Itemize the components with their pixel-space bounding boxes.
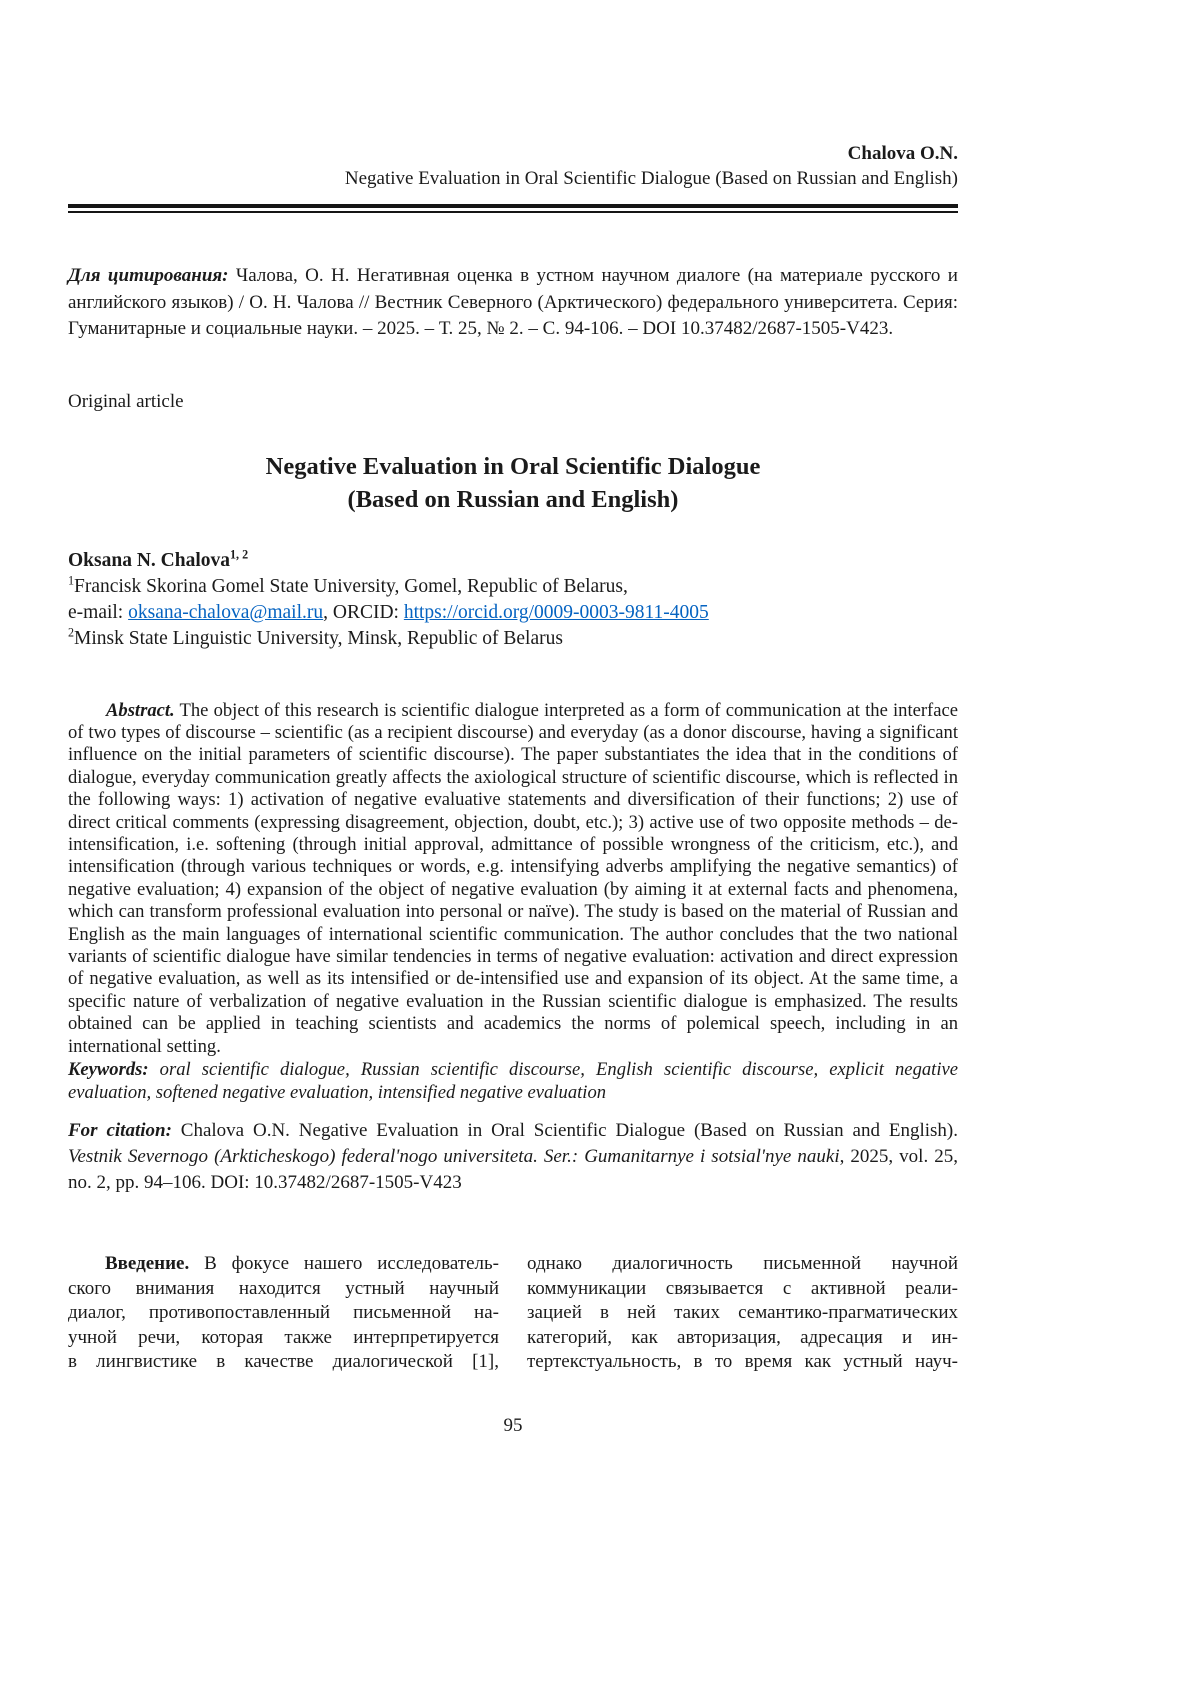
affiliation-2	[68, 626, 958, 652]
affiliation-1-text: Francisk Skorina Gomel State University, Gomel, Republic of Belarus,	[74, 575, 628, 597]
orcid-label: , ORCID:	[323, 601, 404, 623]
for-citation-text-1: Chalova O.N. Negative Evaluation in Oral Scientific Dialogue (Based on Russian and English).	[171, 1120, 959, 1141]
affiliation-1-superscript: 1	[68, 573, 75, 587]
body-text-line: тертекстуальность, в то время как устный науч-	[527, 1351, 958, 1373]
affiliation-2-text: Minsk State Linguistic University, Minsk, Republic of Belarus	[74, 627, 563, 649]
abstract-label: Abstract.	[106, 699, 175, 721]
abstract-text: The object of this research is scientific dialogue interpreted as a form of communication at the interface of two types of discourse – scientific (as a recipient discourse) and everyday (as a donor discourse, having a significant influence on the initial parameters of scientific discourse). The paper substantiates the idea that in the conditions of dialogue, everyday communication greatly affects the axiological structure of scientific discourse, which is reflected in the following ways: 1) activation of negative evaluative statements and diversification of their functions; 2) use of direct critical comments (expressing disagreement, objection, doubt, etc.); 3) active use of two opposite methods – de-intensification, i.e. softening (through initial approval, admittance of possible wrongness of the criticism, etc.), and intensification (through various techniques or words, e.g. intensifying adverbs amplifying the negative semantics) of negative evaluation; 4) expansion of the object of negative evaluation (by aiming it at external facts and phenomena, which can transform professional evaluation into personal or naïve). The study is based on the material of Russian and English as the main languages of international scientific communication. The author concludes that the two national variants of scientific dialogue have similar tendencies in terms of negative evaluation: activation and direct expression of negative evaluation, as well as its intensified or de-intensified use and expansion of its object. At the same time, a specific nature of verbalization of negative evaluation in the Russian scientific dialogue is emphasized. The results obtained can be applied in teaching scientists and academics the norms of polemical speech, including in an international setting.	[68, 699, 958, 1057]
body-text-line: однако диалогичность письменной научной	[527, 1253, 958, 1274]
email-label: e-mail:	[68, 601, 129, 623]
keywords-text: oral scientific dialogue, Russian scientific discourse, English scientific discourse, explicit negative evaluation, softened negative evaluation, intensified negative evaluation	[68, 1059, 958, 1103]
body-text-line-text: В фокусе нашего исследователь-	[189, 1253, 499, 1274]
for-citation-paragraph	[68, 1118, 958, 1196]
article-title	[68, 450, 958, 516]
page-number: 95	[503, 1414, 523, 1436]
citation-ru-paragraph	[68, 263, 958, 343]
running-header-title: Negative Evaluation in Oral Scientific Dialogue (Based on Russian and English)	[344, 168, 958, 189]
article-title-line1: Negative Evaluation in Oral Scientific Dialogue	[265, 452, 761, 480]
orcid-link[interactable]: https://orcid.org/0009-0003-9811-4005	[403, 601, 709, 623]
for-citation-text-2: , 2025, vol. 25, no. 2, pp. 94–106. DOI: 10.37482/2687-1505-V423	[68, 1146, 958, 1193]
running-header-author: Chalova O.N.	[847, 143, 958, 164]
running-header	[68, 141, 958, 191]
body-text-line: категорий, как авторизация, адресация и ин-	[527, 1326, 958, 1348]
body-text-line: в лингвистике в качестве диалогической [1],	[68, 1351, 499, 1373]
keywords-label: Keywords:	[68, 1059, 149, 1080]
introduction-label: Введение.	[105, 1253, 190, 1274]
body-text-line: диалог, противопоставленный письменной на-	[68, 1302, 499, 1324]
author-affiliation-superscript: 1, 2	[230, 547, 249, 561]
author-name	[68, 548, 958, 574]
article-type-label: Original article	[68, 390, 184, 412]
citation-ru-label: Для цитирования:	[68, 265, 229, 286]
affiliation-1	[68, 574, 958, 600]
body-text-line: коммуникации связывается с активной реали-	[527, 1277, 958, 1299]
body-right-column	[527, 1252, 958, 1375]
author-block	[68, 548, 958, 652]
citation-ru-text: Чалова, О. Н. Негативная оценка в устном научном диалоге (на материале русского и английского языков) / О. Н. Чалова // Вестник Северного (Арктического) федерального университета. Серия: Гуманитарные и социальные науки. – 2025. – Т. 25, № 2. – С. 94-106. – DOI 10.37482/2687-1505-V423.	[68, 265, 958, 339]
author-name-text: Oksana N. Chalova	[68, 549, 230, 571]
for-citation-journal: Vestnik Severnogo (Arkticheskogo) federal'nogo universiteta. Ser.: Gumanitarnye i sotsial'nye nauki	[68, 1146, 840, 1167]
header-divider-rule	[68, 204, 958, 213]
body-columns	[68, 1252, 958, 1375]
body-text-line: учной речи, которая также интерпретируется	[68, 1326, 499, 1348]
keywords-paragraph	[68, 1058, 958, 1104]
contact-line	[68, 600, 958, 626]
body-text-line: зацией в ней таких семантико-прагматических	[527, 1302, 958, 1324]
affiliation-2-superscript: 2	[68, 625, 75, 639]
email-link[interactable]: oksana-chalova@mail.ru	[128, 601, 324, 623]
article-title-line2: (Based on Russian and English)	[347, 485, 679, 513]
abstract-paragraph	[68, 700, 958, 1059]
for-citation-label: For citation:	[68, 1120, 172, 1141]
body-text-line: ского внимания находится устный научный	[68, 1277, 499, 1299]
body-text-line	[68, 1252, 499, 1277]
body-left-column	[68, 1252, 499, 1375]
